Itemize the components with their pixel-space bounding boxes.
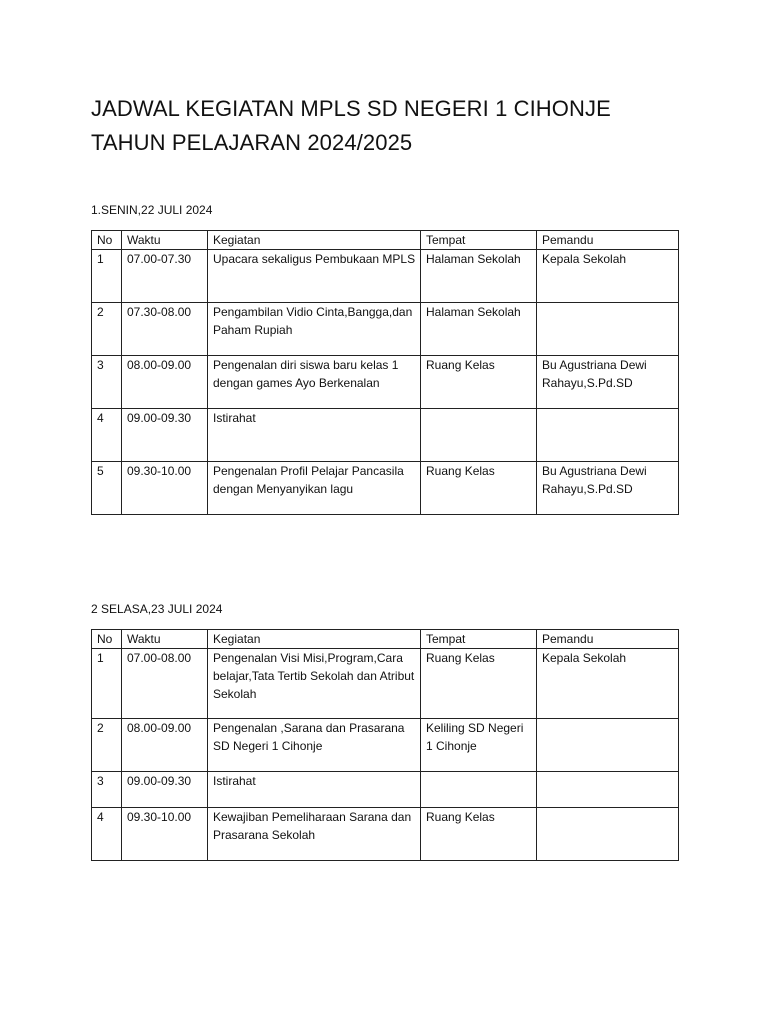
- column-header-kegiatan: Kegiatan: [208, 231, 421, 250]
- cell-waktu: 09.30-10.00: [122, 462, 208, 515]
- cell-pemandu: [537, 772, 679, 808]
- cell-pemandu: [537, 409, 679, 462]
- section-heading-senin: 1.SENIN,22 JULI 2024: [91, 203, 213, 217]
- cell-no: 4: [92, 409, 122, 462]
- cell-waktu: 07.00-08.00: [122, 649, 208, 719]
- section-heading-selasa: 2 SELASA,23 JULI 2024: [91, 602, 223, 616]
- column-header-pemandu: Pemandu: [537, 231, 679, 250]
- cell-tempat: Ruang Kelas: [421, 808, 537, 861]
- table-row: [92, 719, 679, 772]
- cell-kegiatan: Pengenalan ,Sarana dan Prasarana SD Negeri 1 Cihonje: [208, 719, 421, 772]
- table-row: [92, 649, 679, 719]
- cell-kegiatan: Upacara sekaligus Pembukaan MPLS: [208, 250, 421, 303]
- cell-waktu: 09.00-09.30: [122, 409, 208, 462]
- cell-tempat: Halaman Sekolah: [421, 250, 537, 303]
- table-header-row: [92, 630, 679, 649]
- cell-no: 1: [92, 649, 122, 719]
- column-header-waktu: Waktu: [122, 630, 208, 649]
- cell-no: 1: [92, 250, 122, 303]
- column-header-pemandu: Pemandu: [537, 630, 679, 649]
- cell-kegiatan: Kewajiban Pemeliharaan Sarana dan Prasarana Sekolah: [208, 808, 421, 861]
- column-header-waktu: Waktu: [122, 231, 208, 250]
- cell-pemandu: Kepala Sekolah: [537, 649, 679, 719]
- cell-pemandu: Bu Agustriana Dewi Rahayu,S.Pd.SD: [537, 356, 679, 409]
- table-row: [92, 772, 679, 808]
- cell-waktu: 07.30-08.00: [122, 303, 208, 356]
- table-row: [92, 462, 679, 515]
- cell-no: 4: [92, 808, 122, 861]
- table-row: [92, 250, 679, 303]
- cell-waktu: 08.00-09.00: [122, 719, 208, 772]
- cell-waktu: 09.30-10.00: [122, 808, 208, 861]
- table-row: [92, 808, 679, 861]
- cell-tempat: Keliling SD Negeri 1 Cihonje: [421, 719, 537, 772]
- table-row: [92, 356, 679, 409]
- table-row: [92, 409, 679, 462]
- cell-no: 2: [92, 719, 122, 772]
- cell-waktu: 09.00-09.30: [122, 772, 208, 808]
- cell-pemandu: Bu Agustriana Dewi Rahayu,S.Pd.SD: [537, 462, 679, 515]
- cell-pemandu: [537, 719, 679, 772]
- cell-pemandu: [537, 303, 679, 356]
- column-header-tempat: Tempat: [421, 630, 537, 649]
- cell-no: 3: [92, 772, 122, 808]
- cell-kegiatan: Istirahat: [208, 409, 421, 462]
- cell-tempat: Ruang Kelas: [421, 649, 537, 719]
- column-header-kegiatan: Kegiatan: [208, 630, 421, 649]
- table-header-row: [92, 231, 679, 250]
- schedule-table-senin: [91, 230, 679, 515]
- cell-tempat: Ruang Kelas: [421, 462, 537, 515]
- column-header-tempat: Tempat: [421, 231, 537, 250]
- cell-kegiatan: Pengenalan diri siswa baru kelas 1 dengan games Ayo Berkenalan: [208, 356, 421, 409]
- cell-tempat: [421, 409, 537, 462]
- schedule-table-selasa: [91, 629, 679, 861]
- cell-kegiatan: Istirahat: [208, 772, 421, 808]
- cell-kegiatan: Pengenalan Profil Pelajar Pancasila dengan Menyanyikan lagu: [208, 462, 421, 515]
- cell-tempat: Ruang Kelas: [421, 356, 537, 409]
- cell-waktu: 07.00-07.30: [122, 250, 208, 303]
- cell-no: 3: [92, 356, 122, 409]
- column-header-no: No: [92, 231, 122, 250]
- cell-kegiatan: Pengambilan Vidio Cinta,Bangga,dan Paham Rupiah: [208, 303, 421, 356]
- column-header-no: No: [92, 630, 122, 649]
- cell-waktu: 08.00-09.00: [122, 356, 208, 409]
- cell-tempat: [421, 772, 537, 808]
- cell-no: 5: [92, 462, 122, 515]
- table-row: [92, 303, 679, 356]
- cell-pemandu: [537, 808, 679, 861]
- cell-tempat: Halaman Sekolah: [421, 303, 537, 356]
- cell-kegiatan: Pengenalan Visi Misi,Program,Cara belajar,Tata Tertib Sekolah dan Atribut Sekolah: [208, 649, 421, 719]
- cell-pemandu: Kepala Sekolah: [537, 250, 679, 303]
- cell-no: 2: [92, 303, 122, 356]
- page-title: JADWAL KEGIATAN MPLS SD NEGERI 1 CIHONJE TAHUN PELAJARAN 2024/2025: [91, 96, 611, 155]
